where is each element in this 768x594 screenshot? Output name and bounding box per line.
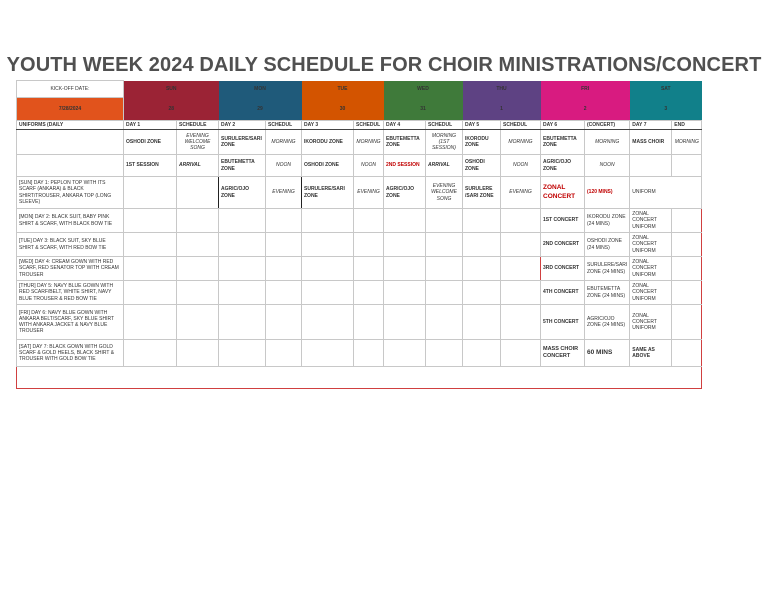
- empty-cell: [354, 340, 384, 367]
- empty-cell: [219, 257, 266, 281]
- concert-zone: AGRIC/OJO ZONE (24 MINS): [585, 305, 630, 340]
- mon-zone-cell: SURULERE/SARI ZONE: [219, 130, 266, 155]
- concert-uniform: ZONAL CONCERT UNIFORM: [630, 281, 672, 305]
- fri-zone-cell: AGRIC/OJO ZONE: [541, 155, 585, 177]
- empty-cell: [426, 340, 463, 367]
- empty-cell: [463, 257, 501, 281]
- empty-cell: [672, 281, 702, 305]
- mass-choir-concert: MASS CHOIR CONCERT: [541, 340, 585, 367]
- empty-cell: [426, 233, 463, 257]
- fri-time-cell: NOON: [585, 155, 630, 177]
- concert-zone: IKORODU ZONE (24 MINS): [585, 209, 630, 233]
- fri-zone-cell: EBUTEMETTA ZONE: [541, 130, 585, 155]
- fri-time-cell: MORNING: [585, 130, 630, 155]
- empty-cell: [501, 257, 541, 281]
- empty-cell: [219, 233, 266, 257]
- fri-concert-time: (120 MINS): [585, 177, 630, 209]
- wed-session-cell: 2ND SESSION: [384, 155, 426, 177]
- day-header-fri: FRI: [541, 81, 630, 98]
- uniform-day4: [WED] DAY 4: CREAM GOWN WITH RED SCARF, RED SENATOR TOP WITH CREAM TROUSER: [17, 257, 124, 281]
- tue-zone-cell: OSHODI ZONE: [302, 155, 354, 177]
- caption-schedule: SCHEDUL: [266, 121, 302, 130]
- empty-cell: [672, 305, 702, 340]
- sat-time-cell: MORNING: [672, 130, 702, 155]
- caption-schedule: SCHEDULE: [177, 121, 219, 130]
- mon-zone-cell: EBUTEMETTA ZONE: [219, 155, 266, 177]
- mon-zone-cell: AGRIC/OJO ZONE: [219, 177, 266, 209]
- empty-cell: [501, 281, 541, 305]
- empty-cell: [124, 305, 177, 340]
- empty-cell: [177, 233, 219, 257]
- concert-uniform: ZONAL CONCERT UNIFORM: [630, 305, 672, 340]
- day-header-sun: SUN: [124, 81, 219, 98]
- concert-label: 2ND CONCERT: [541, 233, 585, 257]
- concert-label: 3RD CONCERT: [541, 257, 585, 281]
- thu-time-cell: NOON: [501, 155, 541, 177]
- mon-time-cell: NOON: [266, 155, 302, 177]
- date-thu: 1: [463, 98, 541, 121]
- empty-cell: [266, 281, 302, 305]
- empty-cell: [219, 209, 266, 233]
- empty-cell: [463, 281, 501, 305]
- wed-zone-cell: AGRIC/OJO ZONE: [384, 177, 426, 209]
- empty-cell: [384, 281, 426, 305]
- caption-day1: DAY 1: [124, 121, 177, 130]
- kickoff-date: 7/28/2024: [17, 98, 124, 121]
- empty-cell: [302, 340, 354, 367]
- empty-cell: [219, 281, 266, 305]
- concert-uniform: ZONAL CONCERT UNIFORM: [630, 233, 672, 257]
- empty-cell: [384, 340, 426, 367]
- empty-cell: [266, 233, 302, 257]
- caption-day3: DAY 3: [302, 121, 354, 130]
- concert-label: 4TH CONCERT: [541, 281, 585, 305]
- thu-zone-cell: OSHODI ZONE: [463, 155, 501, 177]
- empty-cell: [354, 305, 384, 340]
- thu-time-cell: EVENING: [501, 177, 541, 209]
- tue-time-cell: EVENING: [354, 177, 384, 209]
- empty-cell: [501, 209, 541, 233]
- empty-cell: [672, 257, 702, 281]
- empty-cell: [124, 209, 177, 233]
- empty-cell: [354, 209, 384, 233]
- empty-cell: [463, 233, 501, 257]
- empty-cell: [219, 305, 266, 340]
- concert-uniform: ZONAL CONCERT UNIFORM: [630, 257, 672, 281]
- empty-cell: [302, 209, 354, 233]
- uniform-day6: [FRI] DAY 6: NAVY BLUE GOWN WITH ANKARA BELT/SCARF, SKY BLUE SHIRT WITH ANKARA JACKET & NAVY BLUE TROUSER: [17, 305, 124, 340]
- empty-cell: [177, 281, 219, 305]
- date-tue: 30: [302, 98, 384, 121]
- thu-time-cell: MORNING: [501, 130, 541, 155]
- empty-cell: [219, 340, 266, 367]
- empty-cell: [124, 340, 177, 367]
- empty-cell: [124, 281, 177, 305]
- empty-cell: [384, 257, 426, 281]
- fri-concert-cell: ZONAL CONCERT: [541, 177, 585, 209]
- uniform-day5: [THUR] DAY 5: NAVY BLUE GOWN WITH RED SCARF/BELT, WHITE SHIRT, NAVY BLUE TROUSER & RED BOW TIE: [17, 281, 124, 305]
- concert-zone: EBUTEMETTA ZONE (24 MINS): [585, 281, 630, 305]
- date-sun: 28: [124, 98, 219, 121]
- day-header-sat: SAT: [630, 81, 702, 98]
- caption-concert: (CONCERT): [585, 121, 630, 130]
- empty-cell: [426, 257, 463, 281]
- empty-cell: [501, 340, 541, 367]
- date-fri: 2: [541, 98, 630, 121]
- tue-zone-cell: IKORODU ZONE: [302, 130, 354, 155]
- sun-time-cell: EVENING WELCOME SONG: [177, 130, 219, 155]
- schedule-sheet: [16, 80, 702, 389]
- empty-cell: [177, 209, 219, 233]
- sat-empty-cell: [630, 155, 672, 177]
- sun-session-cell: 1ST SESSION: [124, 155, 177, 177]
- empty-cell: [463, 340, 501, 367]
- empty-cell: [384, 305, 426, 340]
- tue-time-cell: NOON: [354, 155, 384, 177]
- empty-cell: [266, 305, 302, 340]
- empty-cell: [302, 281, 354, 305]
- uniform-day1: [SUN] DAY 1: PEPLON TOP WITH ITS SCARF (ANKARA) & BLACK SHIRT/TROUSER, ANKARA TOP (LONG SLEEVE): [17, 177, 124, 209]
- sun-empty-cell: [177, 177, 219, 209]
- concert-label: 5TH CONCERT: [541, 305, 585, 340]
- wed-time-cell: MORNING (1ST SESSION): [426, 130, 463, 155]
- empty-cell: [672, 209, 702, 233]
- caption-day7: DAY 7: [630, 121, 672, 130]
- day-header-thu: THU: [463, 81, 541, 98]
- sun-zone-cell: OSHODI ZONE: [124, 130, 177, 155]
- caption-day6: DAY 6: [541, 121, 585, 130]
- uniform-day7: [SAT] DAY 7: BLACK GOWN WITH GOLD SCARF & GOLD HEELS, BLACK SHIRT & TROUSER WITH GOLD BOW TIE: [17, 340, 124, 367]
- mon-time-cell: EVENING: [266, 177, 302, 209]
- tue-zone-cell: SURULERE/SARI ZONE: [302, 177, 354, 209]
- caption-schedule: SCHEDUL: [501, 121, 541, 130]
- sat-zone-cell: MASS CHOIR: [630, 130, 672, 155]
- footer-row: [17, 367, 702, 389]
- uniform-cell-empty: [17, 155, 124, 177]
- empty-cell: [501, 305, 541, 340]
- sun-arrival-cell: ARRIVAL: [177, 155, 219, 177]
- empty-cell: [177, 340, 219, 367]
- empty-cell: [177, 305, 219, 340]
- caption-uniforms: UNIFORMS (DAILY: [17, 121, 124, 130]
- empty-cell: [354, 233, 384, 257]
- page-title: YOUTH WEEK 2024 DAILY SCHEDULE FOR CHOIR MINISTRATIONS/CONCERT: [6, 54, 762, 76]
- concert-uniform: ZONAL CONCERT UNIFORM: [630, 209, 672, 233]
- kickoff-label: KICK-OFF DATE:: [17, 81, 124, 98]
- empty-cell: [384, 209, 426, 233]
- empty-cell: [463, 209, 501, 233]
- wed-arrival-cell: ARRIVAL: [426, 155, 463, 177]
- day-header-wed: WED: [384, 81, 463, 98]
- caption-day2: DAY 2: [219, 121, 266, 130]
- empty-cell: [266, 209, 302, 233]
- empty-cell: [463, 305, 501, 340]
- empty-cell: [266, 340, 302, 367]
- empty-cell: [302, 257, 354, 281]
- schedule-table: [16, 80, 702, 389]
- empty-cell: [302, 305, 354, 340]
- mass-choir-time: 60 MINS: [585, 340, 630, 367]
- thu-zone-cell: IKORODU ZONE: [463, 130, 501, 155]
- empty-cell: [177, 257, 219, 281]
- tue-time-cell: MORNING: [354, 130, 384, 155]
- date-mon: 29: [219, 98, 302, 121]
- empty-cell: [384, 233, 426, 257]
- same-as-above: SAME AS ABOVE: [630, 340, 672, 367]
- concert-label: 1ST CONCERT: [541, 209, 585, 233]
- empty-cell: [266, 257, 302, 281]
- caption-end: END: [672, 121, 702, 130]
- sat-uniform-cell: UNIFORM: [630, 177, 702, 209]
- empty-cell: [302, 233, 354, 257]
- empty-cell: [426, 209, 463, 233]
- empty-cell: [354, 257, 384, 281]
- uniform-day2: [MON] DAY 2: BLACK SUIT, BABY PINK SHIRT & SCARF, WITH BLACK BOW TIE: [17, 209, 124, 233]
- concert-zone: SURULERE/SARI ZONE (24 MINS): [585, 257, 630, 281]
- day-header-tue: TUE: [302, 81, 384, 98]
- date-sat: 3: [630, 98, 702, 121]
- concert-zone: OSHODI ZONE (24 MINS): [585, 233, 630, 257]
- empty-cell: [672, 233, 702, 257]
- empty-cell: [124, 233, 177, 257]
- empty-cell: [426, 281, 463, 305]
- uniform-cell-empty: [17, 130, 124, 155]
- empty-cell: [672, 340, 702, 367]
- caption-schedule: SCHEDUL: [426, 121, 463, 130]
- sun-empty-cell: [124, 177, 177, 209]
- day-header-mon: MON: [219, 81, 302, 98]
- uniform-day3: [TUE] DAY 3: BLACK SUIT, SKY BLUE SHIRT & SCARF, WITH RED BOW TIE: [17, 233, 124, 257]
- empty-cell: [501, 233, 541, 257]
- thu-zone-cell: SURULERE /SARI ZONE: [463, 177, 501, 209]
- caption-schedule: SCHEDUL: [354, 121, 384, 130]
- mon-time-cell: MORNING: [266, 130, 302, 155]
- caption-day5: DAY 5: [463, 121, 501, 130]
- empty-cell: [354, 281, 384, 305]
- wed-time-cell: EVENING WELCOME SONG: [426, 177, 463, 209]
- caption-day4: DAY 4: [384, 121, 426, 130]
- empty-cell: [124, 257, 177, 281]
- wed-zone-cell: EBUTEMETTA ZONE: [384, 130, 426, 155]
- empty-cell: [426, 305, 463, 340]
- date-wed: 31: [384, 98, 463, 121]
- sat-empty-cell: [672, 155, 702, 177]
